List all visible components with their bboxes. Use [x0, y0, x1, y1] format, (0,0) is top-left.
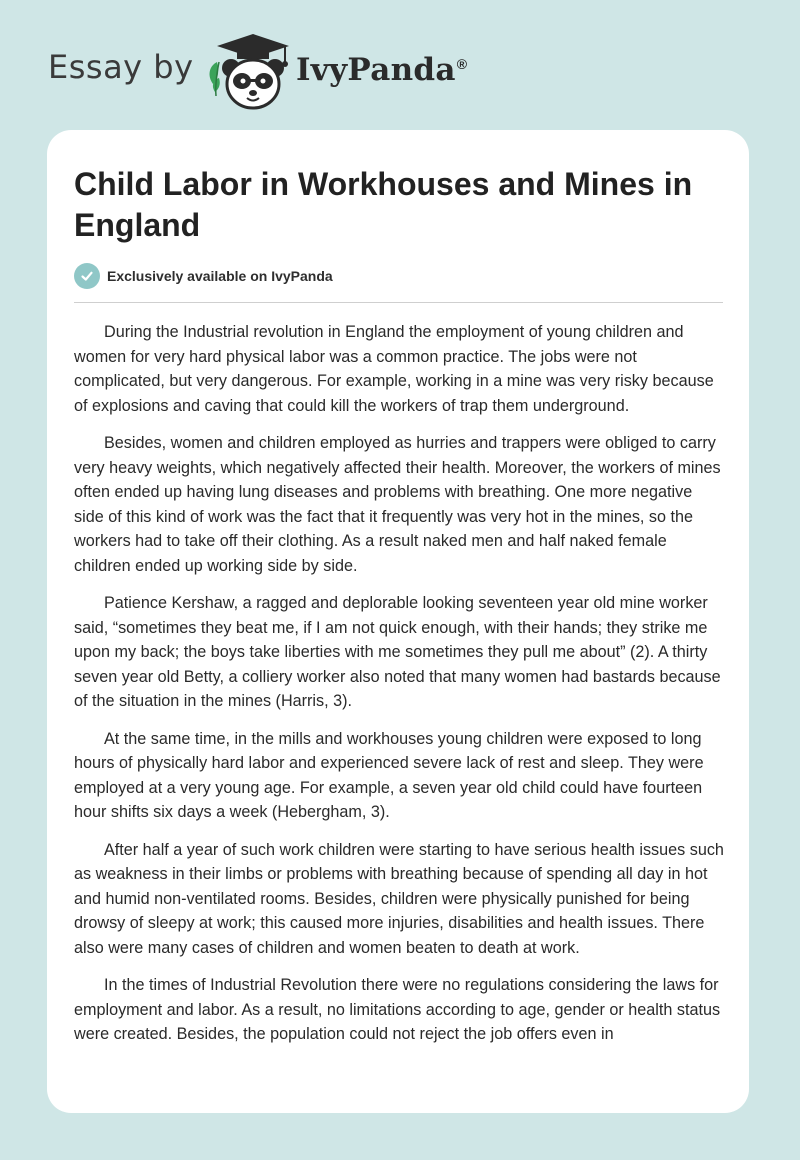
title-divider	[74, 302, 723, 303]
essay-paragraph: Patience Kershaw, a ragged and deplorable looking seventeen year old mine worker said, “sometimes they beat me, if I am not quick enough, with their hands; they strike me upon my back; the boys take liberties with me sometimes they pull me about” (2). A thirty seven year old Betty, a colliery worker also noted that many women had bastards because of the situation in the mines (Harris, 3).	[74, 594, 721, 710]
registered-mark: ®	[456, 55, 468, 72]
brand-header	[48, 28, 548, 108]
brand-name	[296, 52, 467, 88]
exclusive-badge-label: Exclusively available on IvyPanda	[107, 268, 333, 284]
brand-prefix: Essay by	[48, 48, 194, 86]
exclusive-badge	[74, 263, 333, 289]
checkmark-icon	[74, 263, 100, 289]
essay-paragraph: At the same time, in the mills and workhouses young children were exposed to long hours of physically hard labor and experienced severe lack of rest and sleep. They were employed at a very young age. For example, a seven year old child could have fourteen hour shifts six days a week (Hebergham, 3).	[74, 729, 704, 821]
brand-name-text: IvyPanda	[296, 52, 456, 88]
essay-paragraph: Besides, women and children employed as hurries and trappers were obliged to carry very heavy weights, which negatively affected their health. Moreover, the workers of mines often ended up having lung diseases and problems with breathing. One more negative side of this kind of work was the fact that it frequently was very hot in the mines, so the workers had to take off their clothing. As a result naked men and half naked female children ended up working side by side.	[74, 434, 721, 575]
essay-paragraph: After half a year of such work children were starting to have serious health issues such as weakness in their limbs or problems with breathing because of spending all day in hot and humid non-ventilated rooms. Besides, children were physically punished for being drowsy of sleepy at work; this caused more injuries, disabilities and health issues. There also were many cases of children and women beaten to death at work.	[74, 840, 724, 957]
essay-title: Child Labor in Workhouses and Mines in England	[74, 166, 693, 243]
panda-graduate-logo-icon	[203, 32, 293, 112]
essay-card	[47, 130, 749, 1113]
essay-paragraph: In the times of Industrial Revolution there were no regulations considering the laws for employment and labor. As a result, no limitations according to age, gender or health status were created. Besides, the population could not reject the job offers even in	[74, 976, 721, 1043]
essay-body	[74, 320, 724, 1060]
essay-paragraph: During the Industrial revolution in England the employment of young children and women for very hard physical labor was a common practice. The jobs were not complicated, but very dangerous. For example, working in a mine was very risky because of explosions and caving that could kill the workers of trap them underground.	[74, 323, 714, 415]
